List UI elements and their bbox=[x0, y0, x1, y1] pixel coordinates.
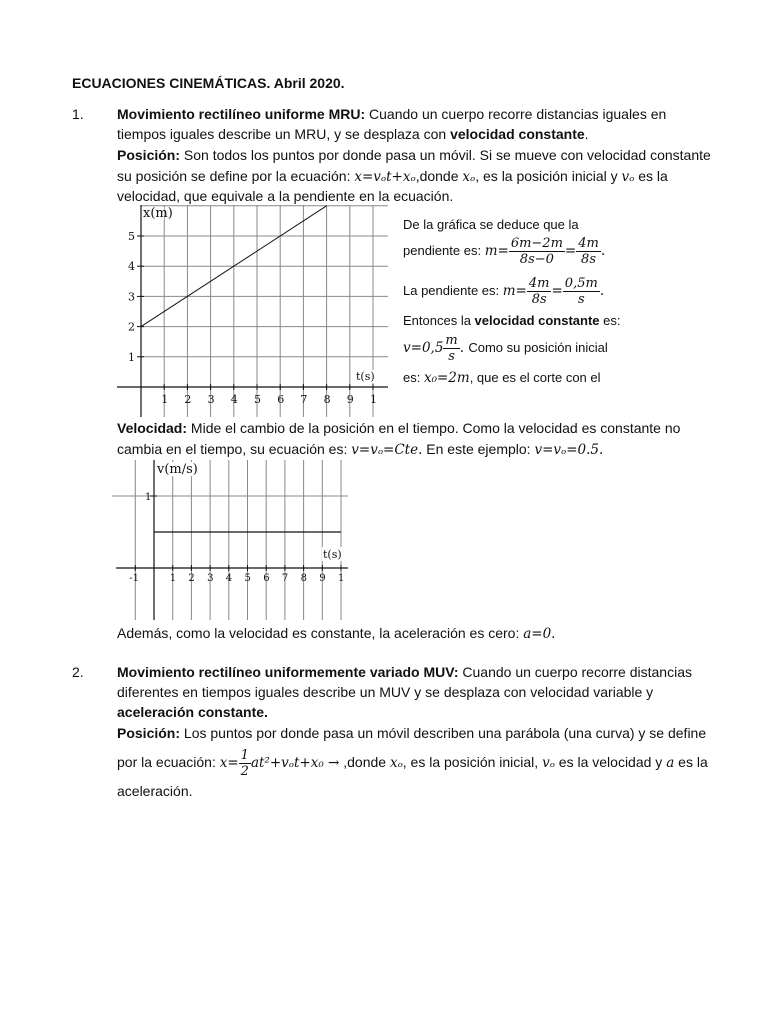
text: su posición se define por la ecuación: bbox=[117, 168, 355, 184]
denominator: s bbox=[448, 349, 455, 365]
text: es la velocidad y bbox=[554, 754, 667, 770]
denominator: 2 bbox=[240, 763, 249, 779]
x-tick-label: 9 bbox=[346, 393, 354, 406]
x-tick-label: 6 bbox=[263, 573, 270, 584]
x-tick-label: 1 bbox=[161, 393, 169, 406]
numerator: 0,5m bbox=[564, 276, 598, 292]
y-tick-label: 2 bbox=[128, 320, 135, 334]
numerator: 1 bbox=[240, 747, 249, 763]
math: m= bbox=[502, 283, 527, 299]
x-tick-label: 5 bbox=[244, 573, 251, 584]
math: x= bbox=[219, 755, 239, 771]
acceleration-line bbox=[117, 623, 555, 645]
math: = bbox=[551, 283, 563, 299]
text: Cuando un cuerpo recorre distancias iguales en bbox=[365, 106, 667, 122]
text: La pendiente es: bbox=[403, 283, 503, 298]
side-line-3 bbox=[403, 274, 604, 308]
section-1-line-2 bbox=[117, 124, 589, 145]
section-2-line-4 bbox=[117, 723, 706, 744]
x-tick-label: 4 bbox=[225, 573, 233, 584]
math: m= bbox=[484, 243, 509, 259]
math-v0: vₒ bbox=[542, 755, 555, 771]
x-tick-label: 9 bbox=[319, 573, 326, 584]
text: pendiente es: bbox=[403, 243, 485, 258]
x-tick-label: -1 bbox=[129, 573, 140, 584]
text: Son todos los puntos por donde pasa un móvil. Si se mueve con velocidad constante bbox=[180, 147, 711, 163]
section-2-heading: Movimiento rectilíneo uniformemente variado MUV: bbox=[117, 664, 459, 680]
fraction bbox=[563, 276, 600, 307]
section-2-line-2: diferentes en tiempos iguales describe un MUV y se desplaza con velocidad variable y bbox=[117, 684, 654, 700]
text: ,donde bbox=[415, 168, 463, 184]
position-label: Posición: bbox=[117, 725, 181, 741]
velocity-equation: v=vₒ=Cte. bbox=[351, 442, 423, 458]
y-tick-label: 3 bbox=[128, 290, 135, 304]
y-tick-label: 1 bbox=[128, 350, 135, 364]
text: ,donde bbox=[339, 754, 390, 770]
y-tick-label: 1 bbox=[145, 492, 152, 503]
section-1-line-5 bbox=[117, 186, 453, 207]
x-tick-label: 1 bbox=[169, 573, 177, 584]
text: por la ecuación: bbox=[117, 754, 220, 770]
denominator: 8s bbox=[531, 292, 547, 308]
y-tick-label: 5 bbox=[128, 230, 135, 243]
side-line-4 bbox=[403, 310, 621, 331]
section-1-number: 1. bbox=[72, 106, 84, 122]
numerator: 4m bbox=[528, 276, 550, 292]
fraction-half bbox=[239, 748, 251, 779]
bold-term: velocidad constante bbox=[450, 126, 585, 142]
numerator: 6m−2m bbox=[510, 236, 563, 252]
text: velocidad, que equivale a la pendiente en la ecuación. bbox=[117, 188, 454, 204]
document-title: ECUACIONES CINEMÁTICAS. Abril 2020. bbox=[72, 75, 345, 91]
text: En este ejemplo: bbox=[422, 441, 535, 457]
side-line-6 bbox=[403, 367, 601, 389]
x-axis-label: t(s) bbox=[356, 370, 375, 383]
velocity-example: v=vₒ=0.5. bbox=[534, 442, 604, 458]
denominator: s bbox=[577, 292, 585, 308]
x-tick-label: 1 bbox=[370, 393, 377, 406]
text: es: bbox=[403, 370, 424, 385]
section-2-line-1 bbox=[117, 662, 692, 683]
text: Cuando un cuerpo recorre distancias bbox=[458, 664, 692, 680]
x-axis-label: t(s) bbox=[323, 548, 342, 561]
x-tick-label: 1 bbox=[338, 573, 345, 584]
math: . bbox=[600, 243, 606, 259]
math-x0: xₒ bbox=[462, 169, 476, 185]
text: Los puntos por donde pasa un móvil describen una parábola (una curva) y se define bbox=[180, 725, 707, 741]
side-line-2 bbox=[403, 234, 605, 268]
math: x₀=2m bbox=[423, 370, 470, 386]
text: es: bbox=[599, 313, 621, 328]
bold-term: velocidad constante bbox=[474, 313, 600, 328]
math-a: a bbox=[666, 755, 675, 771]
denominator: 8s bbox=[581, 252, 596, 268]
text: es la bbox=[634, 168, 668, 184]
x-tick-label: 2 bbox=[184, 393, 192, 406]
section-1-heading: Movimiento rectilíneo uniforme MRU: bbox=[117, 106, 366, 122]
math-x0: xₒ bbox=[389, 755, 403, 771]
fraction bbox=[443, 333, 459, 364]
muv-equation: at²+vₒt+x₀ → bbox=[250, 755, 340, 771]
text: Como su posición inicial bbox=[468, 340, 608, 355]
text: Además, como la velocidad es constante, la aceleración es cero: bbox=[117, 625, 524, 641]
x-tick-label: 3 bbox=[207, 393, 215, 406]
section-1-line-1 bbox=[117, 104, 666, 125]
side-line-5 bbox=[403, 331, 608, 365]
x-tick-label: 5 bbox=[254, 393, 261, 406]
fraction bbox=[576, 236, 601, 267]
section-2-line-3: aceleración constante. bbox=[117, 704, 268, 720]
x-tick-label: 4 bbox=[230, 393, 238, 406]
velocity-line-1 bbox=[117, 418, 684, 439]
y-tick-label: 4 bbox=[128, 260, 135, 274]
math: = bbox=[564, 243, 577, 259]
text: , que es el corte con el bbox=[469, 370, 601, 385]
text: . bbox=[584, 126, 589, 142]
x-tick-label: 7 bbox=[281, 573, 289, 584]
numerator: m bbox=[445, 333, 458, 349]
section-2-line-5 bbox=[117, 742, 708, 783]
text: tiempos iguales describe un MRU, y se desplaza con bbox=[117, 126, 451, 142]
velocity-time-chart bbox=[112, 460, 348, 620]
velocity-line-2 bbox=[117, 439, 603, 461]
denominator: 8s−0 bbox=[519, 252, 554, 268]
velocity-value: v=0,5 bbox=[403, 340, 444, 356]
math: . bbox=[599, 283, 605, 299]
section-2-line-6: aceleración. bbox=[117, 783, 193, 799]
text: , es la posición inicial, bbox=[402, 754, 543, 770]
position-label: Posición: bbox=[117, 147, 181, 163]
math: . bbox=[459, 340, 469, 356]
y-axis-label: x(m) bbox=[143, 206, 173, 221]
text: Mide el cambio de la posición en el tiempo. Como la velocidad es constante no bbox=[187, 420, 681, 436]
text: cambia en el tiempo, su ecuación es: bbox=[117, 441, 352, 457]
section-2-number: 2. bbox=[72, 664, 84, 680]
position-equation: x=vₒt+xₒ bbox=[354, 169, 416, 185]
side-line-1: De la gráfica se deduce que la bbox=[403, 217, 579, 232]
section-1-line-4 bbox=[117, 166, 668, 188]
x-tick-label: 3 bbox=[207, 573, 214, 584]
fraction bbox=[509, 236, 565, 267]
text: Entonces la bbox=[403, 313, 475, 328]
position-time-chart bbox=[112, 205, 388, 417]
x-tick-label: 7 bbox=[300, 393, 308, 406]
y-axis-label: v(m/s) bbox=[157, 462, 198, 477]
math-v0: vₒ bbox=[621, 169, 635, 185]
acceleration-equation: a=0. bbox=[523, 626, 556, 642]
x-tick-label: 2 bbox=[188, 573, 195, 584]
text: , es la posición inicial y bbox=[475, 168, 622, 184]
velocity-label: Velocidad: bbox=[117, 420, 188, 436]
x-tick-label: 8 bbox=[300, 573, 307, 584]
section-1-line-3 bbox=[117, 145, 711, 166]
x-tick-label: 6 bbox=[277, 393, 285, 406]
numerator: 4m bbox=[578, 236, 599, 252]
fraction bbox=[527, 276, 552, 307]
x-tick-label: 8 bbox=[323, 393, 331, 406]
text: es la bbox=[674, 754, 708, 770]
